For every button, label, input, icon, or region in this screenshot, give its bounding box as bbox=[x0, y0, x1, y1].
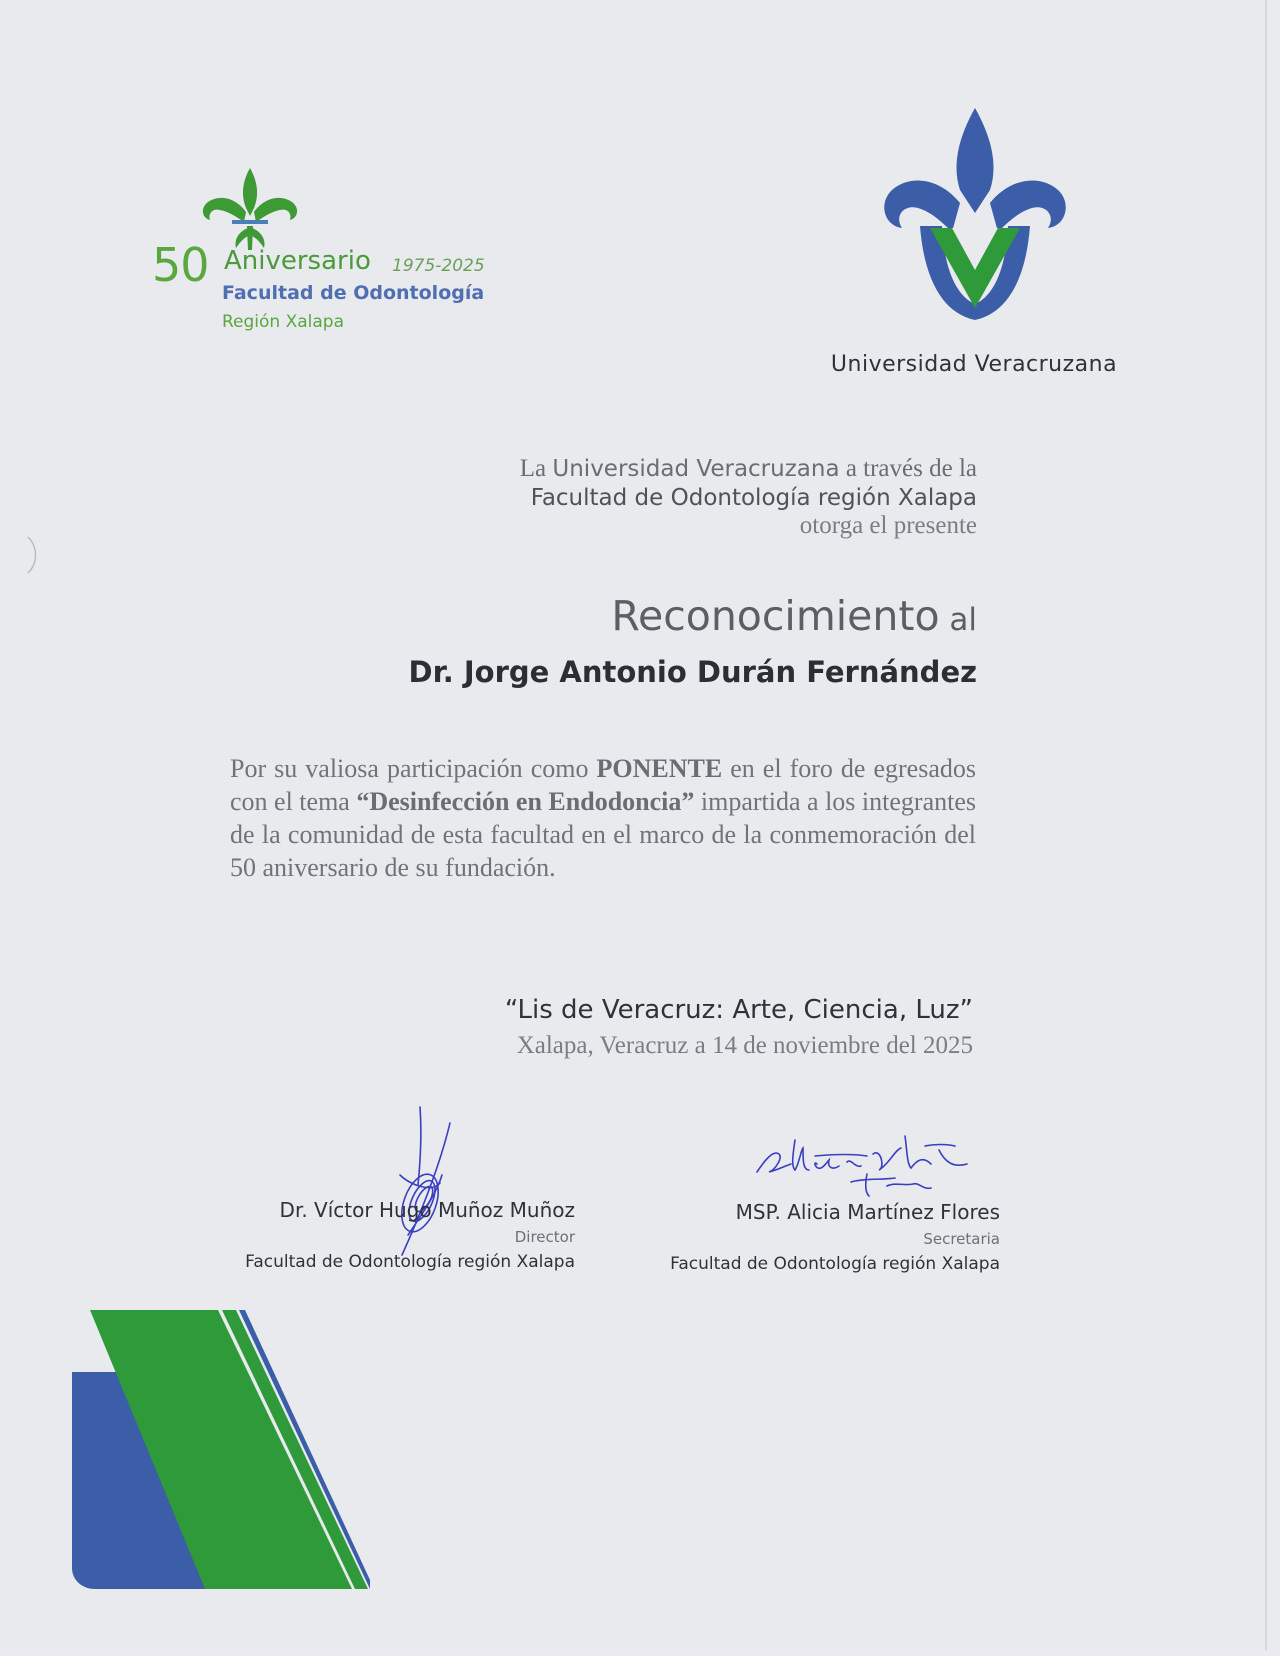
signatory-name: MSP. Alicia Martínez Flores bbox=[735, 1200, 1000, 1224]
anniversary-region: Región Xalapa bbox=[222, 312, 345, 332]
recipient-name: Dr. Jorge Antonio Durán Fernández bbox=[408, 655, 977, 689]
paper-hole-mark bbox=[26, 535, 40, 575]
university-motto: “Lis de Veracruz: Arte, Ciencia, Luz” bbox=[504, 995, 973, 1025]
anniversary-number: 50 bbox=[152, 238, 209, 292]
signatory-director bbox=[245, 1198, 575, 1272]
recognition-body: Por su valiosa participación como PONENTE en el foro de egresados con el tema “Desinfección en Endodoncia” impartida a los integrantes de la comunidad de esta facultad en el marco de la conmemoración del 50 aniversario de su fundación. bbox=[230, 754, 976, 882]
anniversary-years: 1975-2025 bbox=[392, 256, 485, 276]
intro-line-2: Facultad de Odontología región Xalapa bbox=[530, 485, 977, 511]
signatory-role: Director bbox=[514, 1228, 575, 1246]
intro-line-1: La Universidad Veracruzana a través de la bbox=[519, 455, 977, 482]
anniversary-faculty: Facultad de Odontología bbox=[222, 282, 485, 304]
decorative-corner-stripes bbox=[0, 1300, 370, 1650]
signatory-faculty: Facultad de Odontología región Xalapa bbox=[245, 1252, 575, 1272]
secretary-signature bbox=[755, 1120, 975, 1200]
intro-line-3: otorga el presente bbox=[799, 512, 977, 539]
anniversary-lis-icon bbox=[198, 168, 303, 258]
university-name: Universidad Veracruzana bbox=[830, 352, 1118, 377]
place-and-date: Xalapa, Veracruz a 14 de noviembre del 2025 bbox=[516, 1032, 973, 1059]
signatory-secretary bbox=[670, 1200, 1000, 1274]
signatory-name: Dr. Víctor Hugo Muñoz Muñoz bbox=[279, 1198, 575, 1222]
certificate-title: Reconocimiento al bbox=[611, 592, 977, 640]
anniversary-word: Aniversario bbox=[224, 246, 371, 276]
uv-flor-de-lis-logo-icon bbox=[880, 108, 1070, 333]
signatory-role: Secretaria bbox=[923, 1230, 1000, 1248]
signatory-faculty: Facultad de Odontología región Xalapa bbox=[670, 1254, 1000, 1274]
